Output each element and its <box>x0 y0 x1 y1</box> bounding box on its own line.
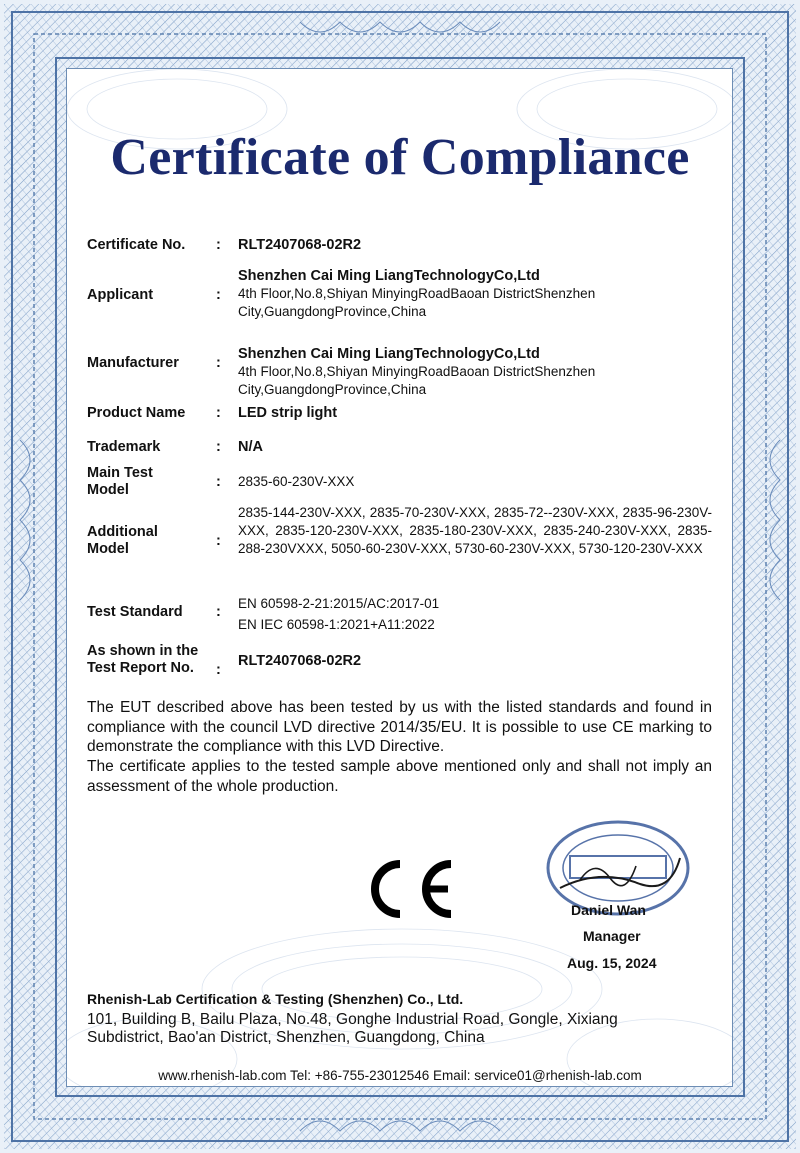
colon: : <box>216 604 221 620</box>
colon: : <box>216 287 221 303</box>
certificate-no-value: RLT2407068-02R2 <box>238 237 362 253</box>
lab-address: 101, Building B, Bailu Plaza, No.48, Gonghe Industrial Road, Gongle, Xixiang Subdistrict, Bao'an District, Shenzhen, Guangdong, China <box>87 1011 618 1046</box>
applicant-value <box>238 267 658 321</box>
manufacturer-label: Manufacturer <box>87 355 179 371</box>
manufacturer-value <box>238 345 658 399</box>
trademark-label: Trademark <box>87 439 161 455</box>
test-report-no-label: As shown in the Test Report No. <box>87 643 199 676</box>
colon: : <box>216 405 221 421</box>
test-standard-line2: EN IEC 60598-1:2021+A11:2022 <box>238 617 435 632</box>
applicant-address: 4th Floor,No.8,Shiyan MinyingRoadBaoan DistrictShenzhen City,GuangdongProvince,China <box>238 286 596 319</box>
certificate-title: Certificate of Compliance <box>110 129 690 186</box>
colon: : <box>216 355 221 371</box>
applicant-label: Applicant <box>87 287 154 303</box>
test-standard-line1: EN 60598-2-21:2015/AC:2017-01 <box>238 596 440 611</box>
main-test-model-value: 2835-60-230V-XXX <box>238 474 355 489</box>
applicant-company: Shenzhen Cai Ming LiangTechnologyCo,Ltd <box>238 268 540 284</box>
lab-name: Rhenish-Lab Certification & Testing (Shenzhen) Co., Ltd. <box>87 991 464 1007</box>
colon: : <box>216 533 221 549</box>
signatory-name: Daniel Wan <box>571 902 646 918</box>
colon: : <box>216 237 221 253</box>
test-report-no-value: RLT2407068-02R2 <box>238 653 362 669</box>
test-standard-label: Test Standard <box>87 604 183 620</box>
colon: : <box>216 662 221 678</box>
manufacturer-address: 4th Floor,No.8,Shiyan MinyingRoadBaoan DistrictShenzhen City,GuangdongProvince,China <box>238 364 596 397</box>
ce-mark-icon <box>368 858 458 920</box>
lab-contact: www.rhenish-lab.com Tel: +86-755-23012546 Email: service01@rhenish-lab.com <box>158 1068 642 1083</box>
scope-statement: The certificate applies to the tested sample above mentioned only and shall not imply an assessment of the whole production. <box>87 758 712 795</box>
manufacturer-company: Shenzhen Cai Ming LiangTechnologyCo,Ltd <box>238 346 540 362</box>
product-name-label: Product Name <box>87 405 186 421</box>
product-name-value: LED strip light <box>238 405 338 421</box>
main-test-model-label: Main Test Model <box>87 465 153 498</box>
colon: : <box>216 439 221 455</box>
signatory-title: Manager <box>583 928 641 944</box>
additional-model-value: 2835-144-230V-XXX, 2835-70-230V-XXX, 2835-72--230V-XXX, 2835-96-230V-XXX, 2835-120-230V-XXX, 2835-180-230V-XXX, 2835-240-230V-XXX, 2835-288-230VXXX, 5050-60-230V-XXX, 5730-60-230V-XXX, 5730-120-230V-XXX <box>238 505 712 556</box>
colon: : <box>216 474 221 490</box>
compliance-statement: The EUT described above has been tested by us with the listed standards and found in compliance with the council LVD directive 2014/35/EU. It is possible to use CE marking to demonstrate the compliance with this LVD Directive. <box>87 699 712 755</box>
trademark-value: N/A <box>238 439 263 455</box>
certificate-no-label: Certificate No. <box>87 237 186 253</box>
additional-model-label: Additional Model <box>87 524 158 557</box>
issue-date: Aug. 15, 2024 <box>567 955 657 971</box>
